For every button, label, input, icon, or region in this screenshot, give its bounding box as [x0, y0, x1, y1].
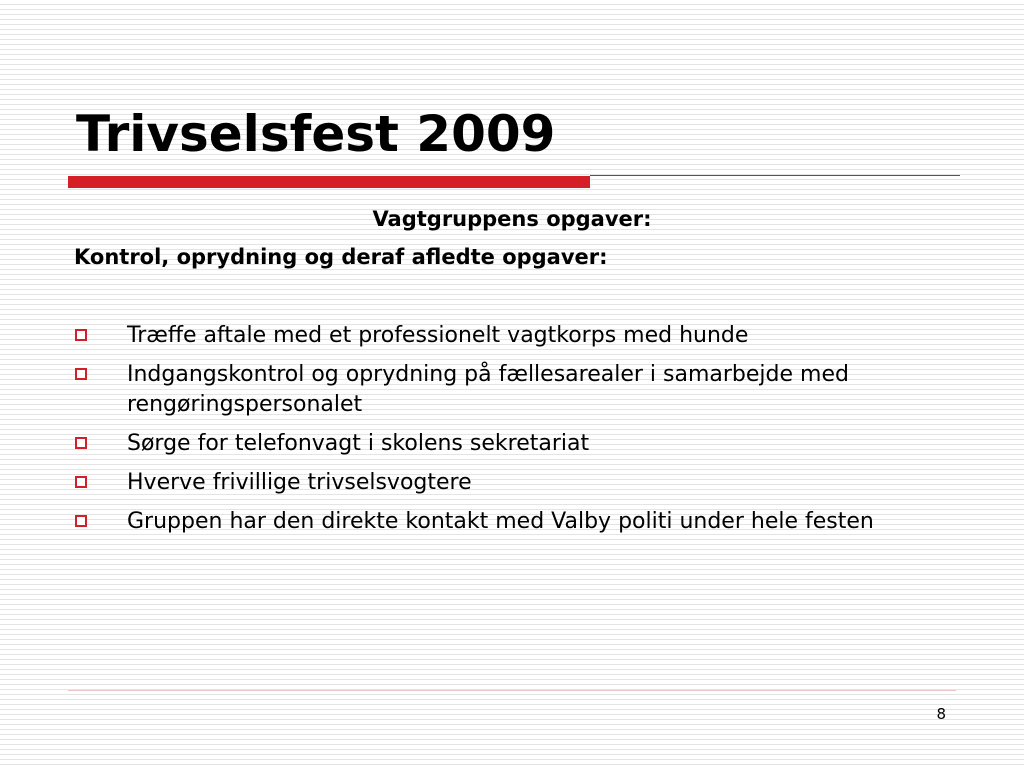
title-underline-accent — [68, 176, 590, 188]
bullet-item — [74, 507, 934, 537]
square-bullet-icon — [75, 368, 87, 380]
bullet-list — [74, 321, 934, 546]
footer-divider — [68, 690, 956, 691]
page-number: 8 — [936, 705, 946, 723]
bullet-item — [74, 468, 934, 498]
section-heading: Vagtgruppens opgaver: — [372, 207, 652, 231]
square-bullet-icon — [75, 329, 87, 341]
bullet-text: Indgangskontrol og oprydning på fællesarealer i samarbejde med rengøringspersonalet — [127, 362, 849, 417]
slide-title: Trivselsfest 2009 — [76, 105, 556, 163]
bullet-text: Hverve frivillige trivselsvogtere — [127, 470, 472, 495]
square-bullet-icon — [75, 476, 87, 488]
bullet-item — [74, 321, 934, 351]
square-bullet-icon — [75, 515, 87, 527]
bullet-item — [74, 360, 934, 420]
bullet-item — [74, 429, 934, 459]
square-bullet-icon — [75, 437, 87, 449]
bullet-text: Sørge for telefonvagt i skolens sekretariat — [127, 431, 590, 456]
bullet-text: Gruppen har den direkte kontakt med Valby politi under hele festen — [127, 509, 874, 534]
bullet-text: Træffe aftale med et professionelt vagtkorps med hunde — [127, 323, 749, 348]
section-subheading: Kontrol, oprydning og deraf afledte opgaver: — [74, 245, 608, 269]
title-underline-thin — [590, 175, 960, 176]
